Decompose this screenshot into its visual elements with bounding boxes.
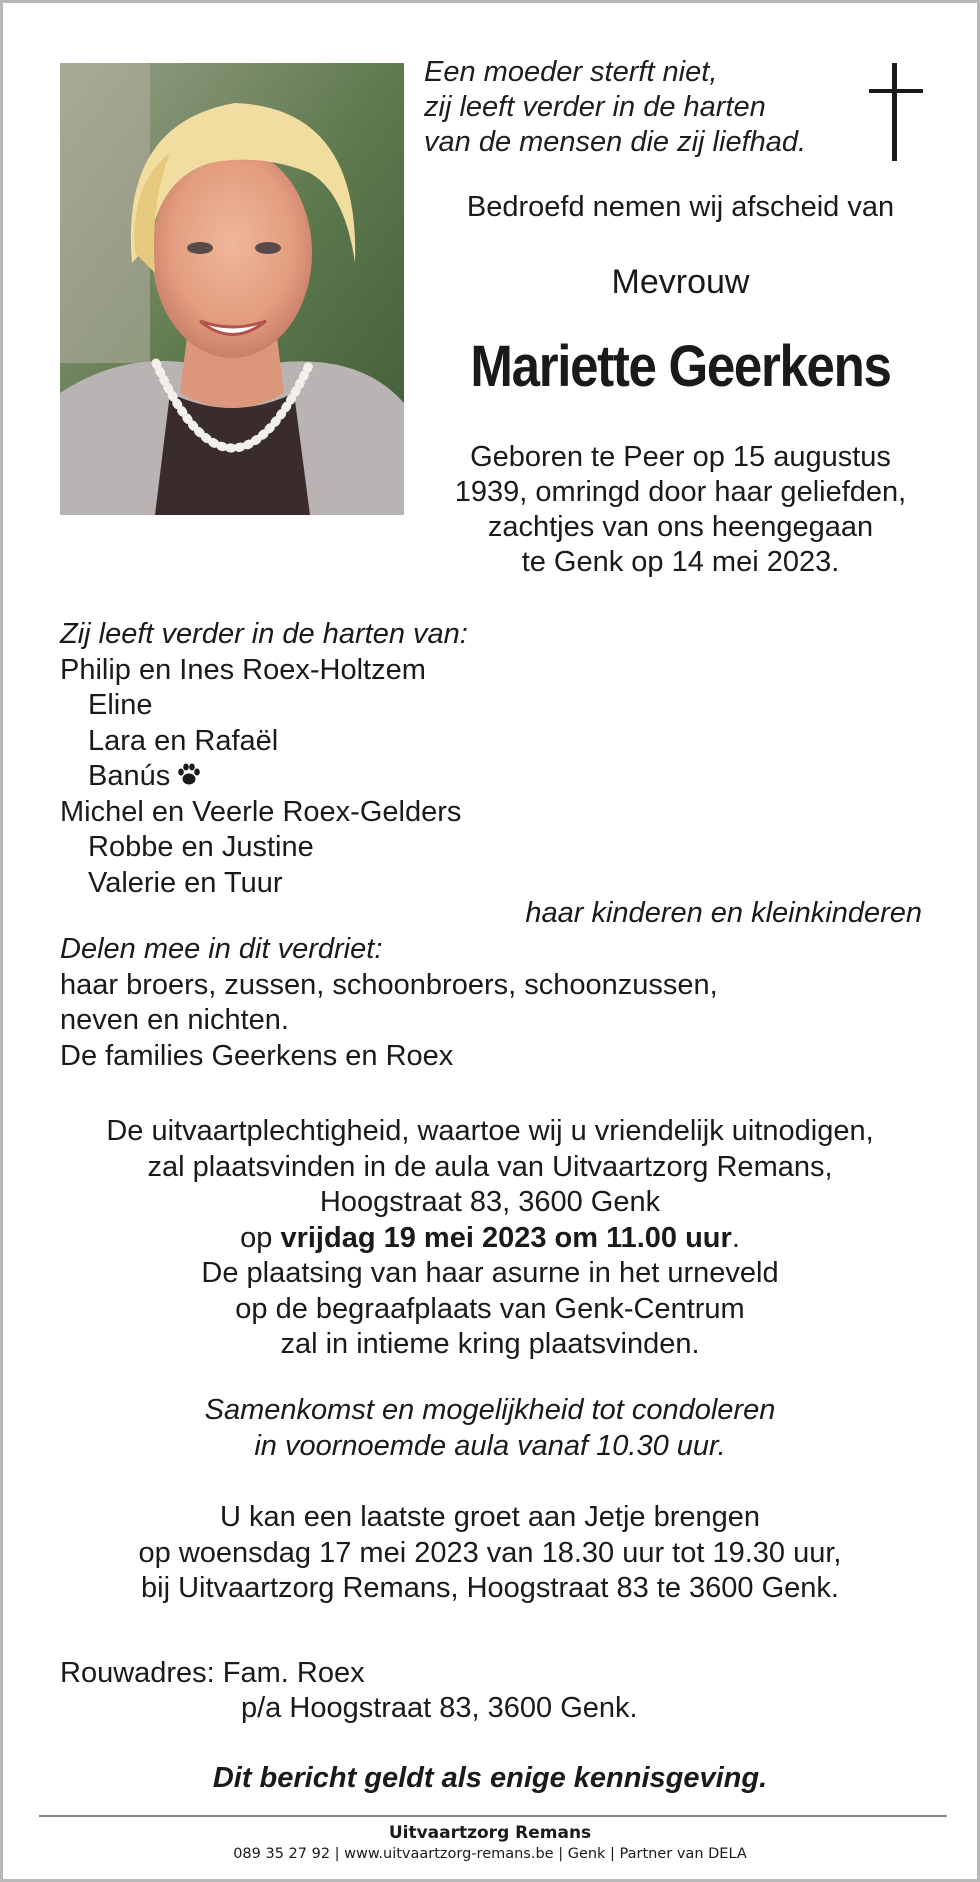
condolence-line: in voornoemde aula vanaf 10.30 uur. bbox=[254, 1429, 726, 1462]
cross-icon bbox=[866, 63, 926, 161]
share-line: neven en nichten. bbox=[60, 1004, 289, 1036]
ceremony-line: De uitvaartplechtigheid, waartoe wij u vriendelijk uitnodigen, bbox=[106, 1115, 874, 1147]
birth-line: 1939, omringd door haar geliefden, bbox=[454, 476, 907, 508]
share-grief bbox=[60, 932, 718, 1074]
poem-line: Een moeder sterft niet, bbox=[424, 56, 718, 88]
ceremony-details bbox=[3, 1114, 977, 1363]
family-relation: haar kinderen en kleinkinderen bbox=[525, 897, 922, 929]
poem-line: zij leeft verder in de harten bbox=[424, 91, 766, 123]
birth-line: Geboren te Peer op 15 augustus bbox=[470, 441, 891, 473]
farewell-details bbox=[3, 1500, 977, 1607]
ceremony-line: zal plaatsvinden in de aula van Uitvaartzorg Remans, bbox=[147, 1150, 833, 1183]
ceremony-date: vrijdag 19 mei 2023 om 11.00 uur bbox=[280, 1221, 732, 1254]
paw-icon bbox=[176, 761, 202, 787]
ceremony-line: op de begraafplaats van Genk-Centrum bbox=[235, 1292, 745, 1325]
portrait-photo bbox=[60, 63, 404, 515]
ceremony-line: zal in intieme kring plaatsvinden. bbox=[280, 1328, 700, 1360]
family-member: Valerie en Tuur bbox=[88, 866, 283, 899]
family-heading: Zij leeft verder in de harten van: bbox=[60, 618, 468, 650]
notice-text: Dit bericht geldt als enige kennisgeving. bbox=[212, 1762, 768, 1794]
family-member-with-pet bbox=[60, 759, 468, 795]
farewell-line: bij Uitvaartzorg Remans, Hoogstraat 83 te 3600 Genk. bbox=[141, 1572, 839, 1604]
family-member: Banús bbox=[88, 760, 171, 792]
birth-line: zachtjes van ons heengegaan bbox=[487, 511, 874, 543]
share-heading: Delen mee in dit verdriet: bbox=[60, 933, 383, 965]
mourning-address-line: p/a Hoogstraat 83, 3600 Genk. bbox=[241, 1692, 638, 1724]
share-line: haar broers, zussen, schoonbroers, schoonzussen, bbox=[60, 968, 718, 1001]
condolence-line: Samenkomst en mogelijkheid tot condoleren bbox=[204, 1394, 776, 1426]
date-suffix: . bbox=[731, 1221, 740, 1254]
farewell-line: op woensdag 17 mei 2023 van 18.30 uur tot 19.30 uur, bbox=[138, 1536, 842, 1569]
ceremony-date-line bbox=[3, 1221, 977, 1257]
poem-line: van de mensen die zij liefhad. bbox=[424, 126, 807, 158]
family-list bbox=[60, 617, 468, 901]
poem bbox=[424, 55, 806, 160]
mourning-address: Rouwadres: Fam. Roex bbox=[60, 1657, 365, 1689]
farewell-line: U kan een laatste groet aan Jetje brengen bbox=[219, 1501, 761, 1533]
funeral-home-name: Uitvaartzorg Remans bbox=[388, 1823, 592, 1843]
birth-details bbox=[424, 440, 937, 580]
family-member: Philip en Ines Roex-Holtzem bbox=[60, 653, 426, 686]
title-text: Mevrouw bbox=[611, 263, 750, 301]
family-member: Michel en Veerle Roex-Gelders bbox=[60, 795, 462, 828]
footer-divider bbox=[39, 1815, 947, 1817]
share-line: De families Geerkens en Roex bbox=[60, 1039, 454, 1072]
birth-line: te Genk op 14 mei 2023. bbox=[521, 546, 840, 578]
family-member: Lara en Rafaël bbox=[88, 724, 279, 757]
condolence-details bbox=[3, 1393, 977, 1464]
date-prefix: op bbox=[240, 1221, 273, 1254]
deceased-name: Mariette Geerkens bbox=[470, 334, 891, 399]
ceremony-line: De plaatsing van haar asurne in het urneveld bbox=[201, 1257, 779, 1289]
family-member: Eline bbox=[88, 689, 153, 721]
intro-text: Bedroefd nemen wij afscheid van bbox=[466, 191, 895, 223]
funeral-home-info: 089 35 27 92 | www.uitvaartzorg-remans.be | Genk | Partner van DELA bbox=[233, 1846, 747, 1862]
ceremony-line: Hoogstraat 83, 3600 Genk bbox=[319, 1186, 661, 1218]
family-member: Robbe en Justine bbox=[88, 831, 314, 863]
